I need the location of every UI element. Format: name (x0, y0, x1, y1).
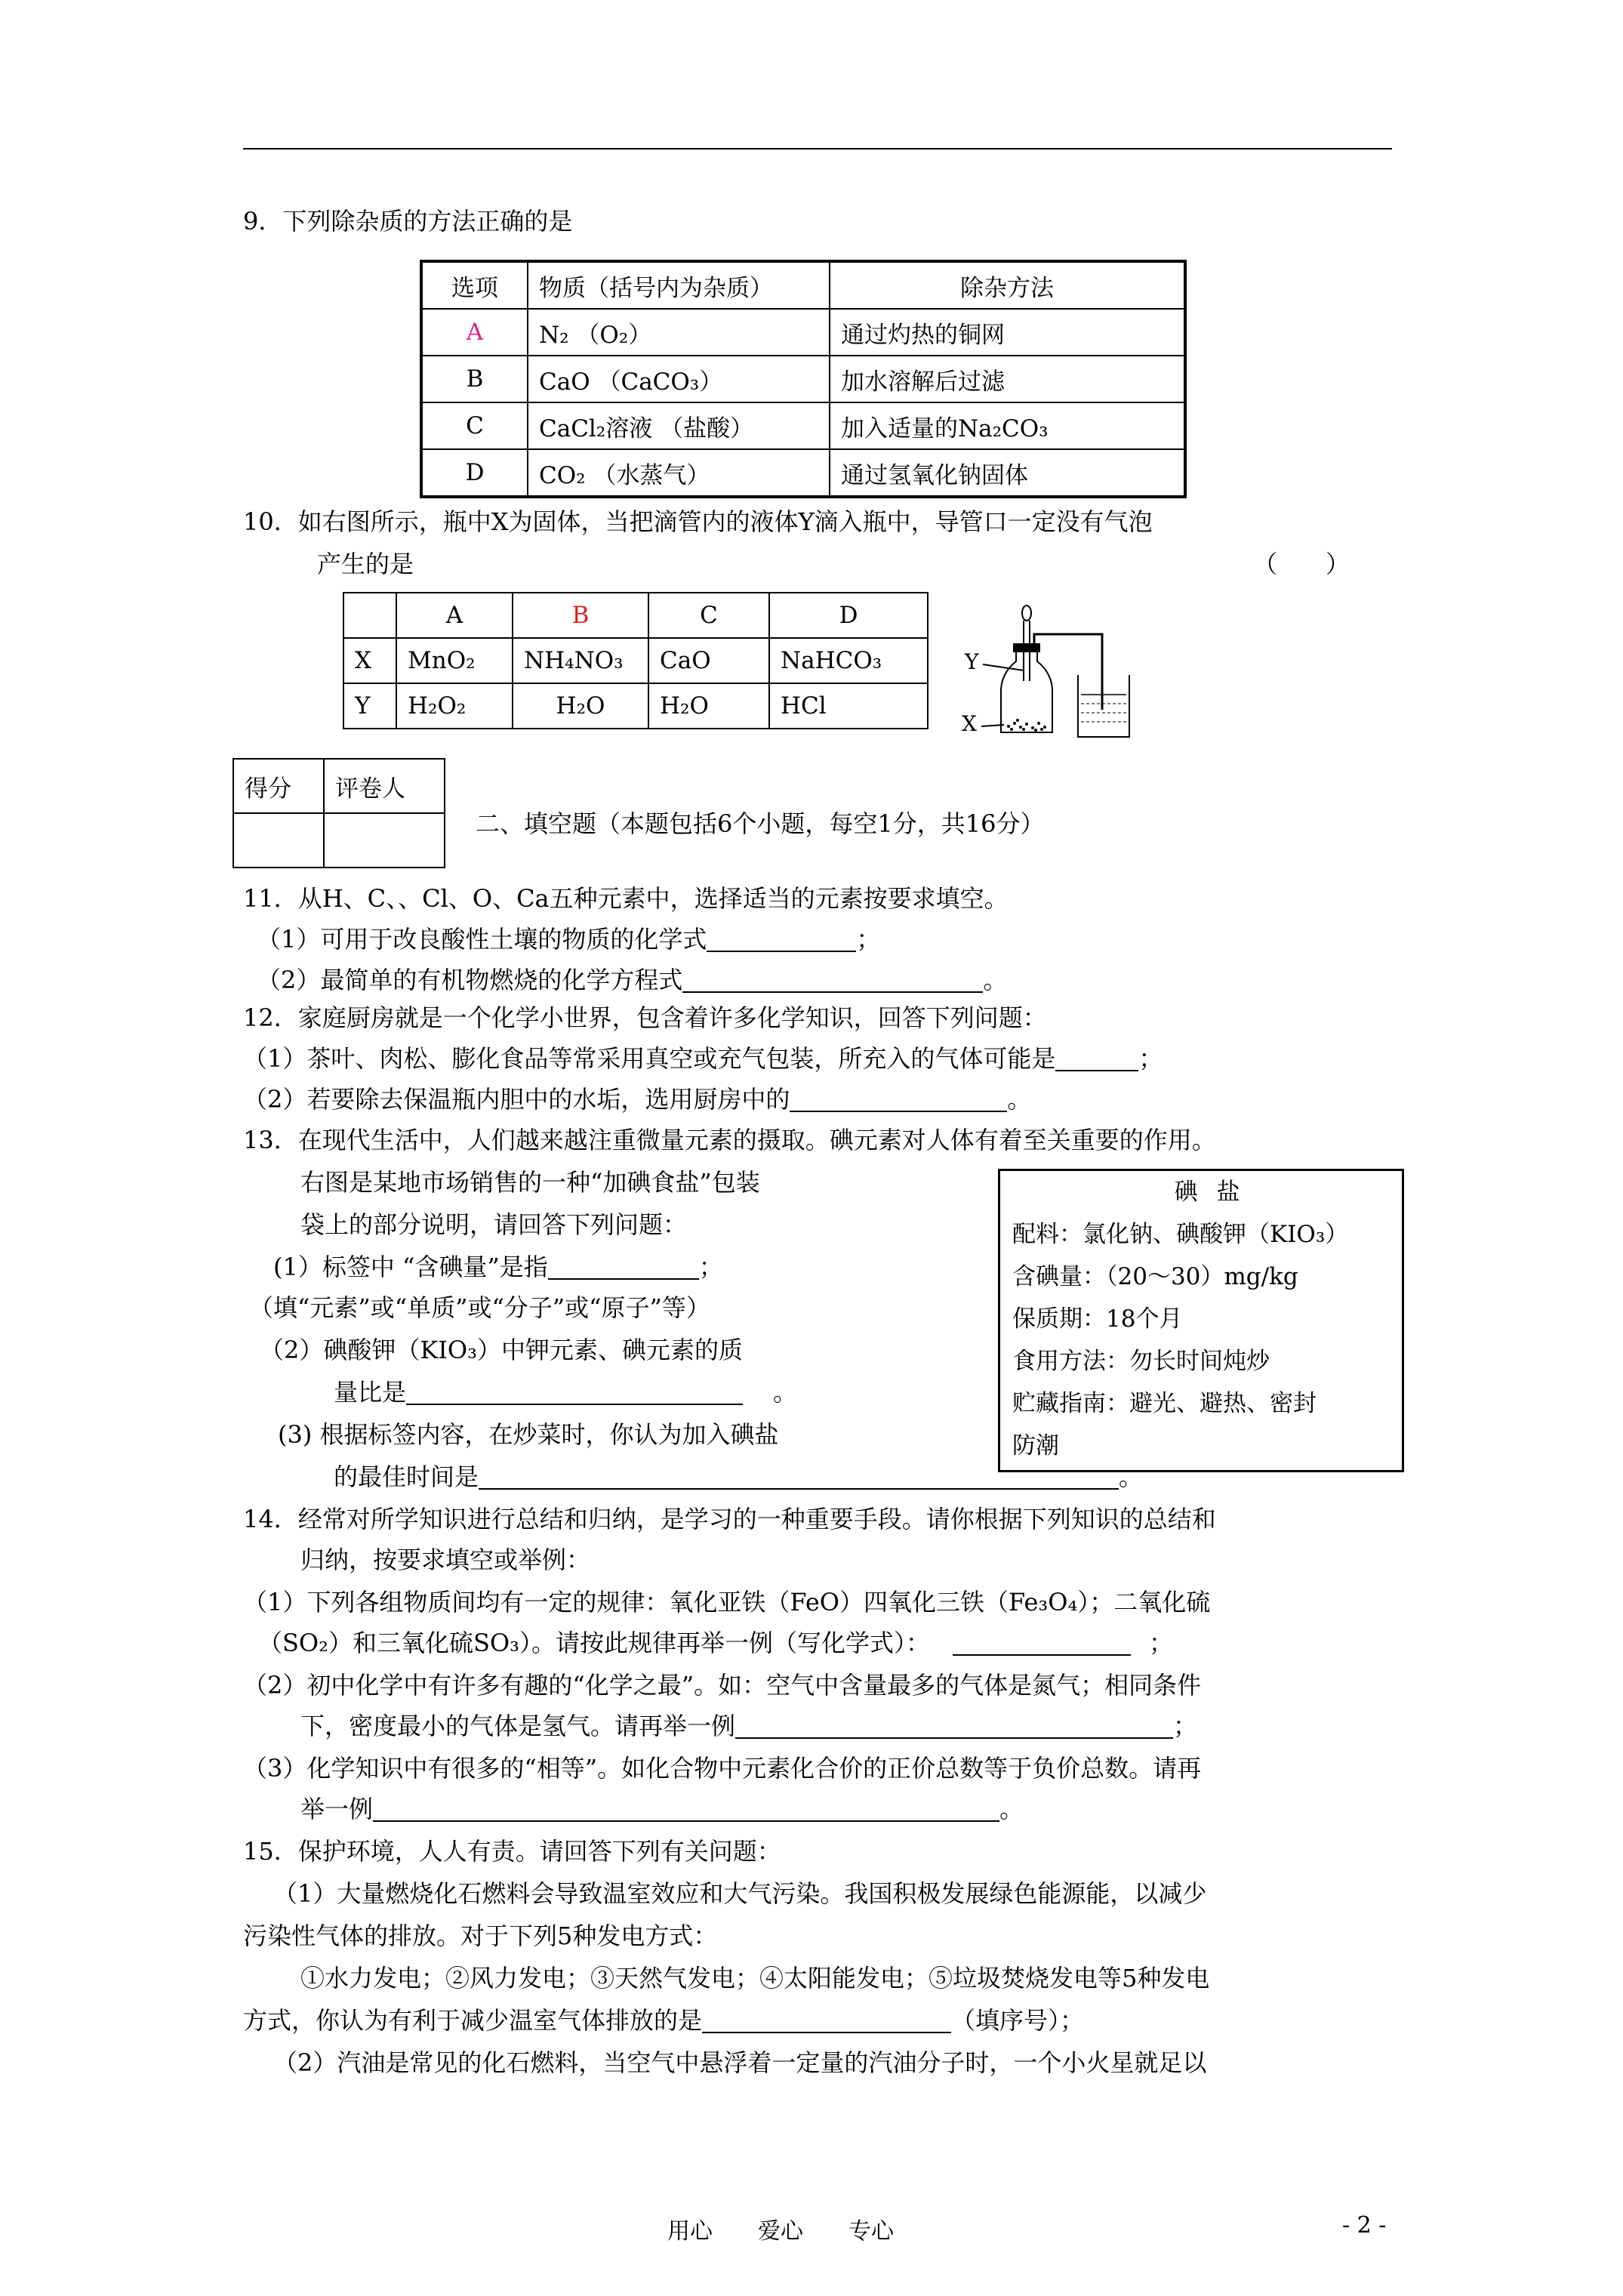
q10-row-label: Y (343, 683, 396, 729)
q13-part3-end: 。 (1119, 1462, 1144, 1491)
q11-part2-end: 。 (983, 966, 1008, 994)
q13-part3-text: 的最佳时间是 (334, 1462, 479, 1491)
section-title: 二、填空题（本题包括6个小题，每空1分，共16分） (476, 809, 1045, 838)
fig-label-x: X (962, 711, 977, 736)
salt-label-ingredients: 配料：氯化钠、碘酸钾（KIO₃） (1012, 1221, 1349, 1248)
q9-opt: D (421, 449, 528, 497)
q10-cell: H₂O₂ (396, 683, 513, 729)
q14-part2-text: 下，密度最小的气体是氢气。请再举一例 (300, 1712, 736, 1740)
q9-sub: N₂ （O₂） (528, 309, 830, 356)
table-row (421, 261, 1185, 309)
q14-part3-text: 举一例 (300, 1795, 374, 1823)
q9-sub: CaCl₂溶液 （盐酸） (528, 402, 830, 449)
apparatus-diagram (951, 596, 1147, 747)
salt-label-storage-cont: 防潮 (1012, 1432, 1059, 1459)
salt-label-iodine: 含碘量：（20～30）mg/kg (1012, 1263, 1298, 1290)
answer-blank[interactable] (790, 1086, 1007, 1112)
q15-part1-text: 方式，你认为有利于减少温室气体排放的是 (243, 2006, 703, 2035)
table-row (421, 356, 1185, 402)
q10-row-label: X (343, 638, 396, 683)
q9-method: 通过灼热的铜网 (830, 309, 1185, 356)
q14-part1-end: ； (1148, 1629, 1173, 1657)
q10-cell: CaO (648, 638, 769, 683)
label-line-y (983, 664, 1024, 670)
answer-blank[interactable] (953, 1630, 1131, 1656)
q14-part3-line2 (300, 1792, 1024, 1826)
answer-blank[interactable] (1055, 1046, 1138, 1071)
q14-part1-line2 (258, 1626, 1173, 1660)
q12-part2-end: 。 (1007, 1085, 1032, 1114)
q15-part1-line1: （1）大量燃烧化石燃料会导致温室效应和大气污染。我国积极发展绿色能源能，以减少 (273, 1879, 1207, 1908)
q14-part2-line2 (300, 1709, 1197, 1743)
q13-part1-text: (1）标签中 “含碘量”是指 (273, 1253, 548, 1281)
answer-blank[interactable] (707, 926, 856, 952)
header-rule (243, 148, 1392, 149)
q13-part2-end: 。 (773, 1378, 798, 1407)
q14-stem-line2: 归纳，按要求填空或举例： (300, 1546, 591, 1574)
salt-label-box (998, 1169, 1404, 1472)
q15-part1-line4 (243, 2004, 1084, 2037)
q10-header-a: A (396, 593, 513, 638)
q9-opt: A (421, 309, 528, 356)
q9-sub: CaO （CaCO₃） (528, 356, 830, 402)
table-row (233, 759, 445, 813)
flask (1001, 643, 1052, 732)
q14-part3-end: 。 (999, 1795, 1024, 1823)
solid-particles (1007, 719, 1046, 732)
q12-part2-text: （2）若要除去保温瓶内胆中的水垢，选用厨房中的 (243, 1085, 790, 1114)
table-row (343, 683, 928, 729)
q10-table (343, 592, 929, 729)
answer-blank[interactable] (548, 1254, 699, 1280)
grader-label: 评卷人 (324, 759, 445, 813)
q10-cell: H₂O (648, 683, 769, 729)
answer-blank[interactable] (682, 967, 983, 993)
q9-header-opt: 选项 (421, 261, 528, 309)
salt-label-usage: 食用方法：勿长时间炖炒 (1012, 1348, 1270, 1375)
answer-blank[interactable] (373, 1796, 999, 1822)
q11-part2 (257, 963, 1007, 997)
q15-stem: 15．保护环境，人人有责。请回答下列有关问题： (243, 1837, 781, 1866)
fig-label-y: Y (965, 649, 979, 674)
q11-part1 (257, 923, 880, 956)
delivery-tube (1034, 634, 1102, 710)
q14-part2-end: ； (1173, 1712, 1198, 1740)
table-row (233, 813, 445, 868)
q13-part2-line2 (334, 1376, 797, 1409)
q15-part1-end: （填序号）； (951, 2006, 1085, 2035)
q13-line1: 右图是某地市场销售的一种“加碘食盐”包装 (300, 1168, 760, 1197)
q14-stem-line1: 14．经常对所学知识进行总结和归纳，是学习的一种重要手段。请你根据下列知识的总结和 (243, 1505, 1216, 1533)
answer-paren: （ ） (1253, 550, 1350, 578)
salt-label-title: 碘盐 (1174, 1179, 1259, 1206)
q13-part1-end: ； (698, 1253, 723, 1281)
q9-sub: CO₂ （水蒸气） (528, 449, 830, 497)
footer-motto: 用心 爱心 专心 (667, 2218, 894, 2245)
q10-stem-line1: 10．如右图所示，瓶中X为固体，当把滴管内的液体Y滴入瓶中，导管口一定没有气泡 (243, 507, 1153, 536)
answer-blank[interactable] (702, 2008, 951, 2033)
q11-stem: 11．从H、C、、Cl、O、Ca五种元素中，选择适当的元素按要求填空。 (243, 884, 1009, 913)
q9-opt: C (421, 402, 528, 449)
q14-part3-line1: （3）化学知识中有很多的“相等”。如化合物中元素化合价的正价总数等于负价总数。请再 (243, 1754, 1202, 1783)
q14-part2-line1: （2）初中化学中有许多有趣的“化学之最”。如：空气中含量最多的气体是氮气；相同条件 (243, 1671, 1202, 1700)
score-box (233, 758, 445, 868)
q10-cell: MnO₂ (396, 638, 513, 683)
q12-part1-end: ； (1138, 1044, 1163, 1073)
q12-part2 (243, 1083, 1031, 1116)
q13-line2: 袋上的部分说明，请回答下列问题： (300, 1210, 688, 1239)
q13-part3-line1: (3) 根据标签内容，在炒菜时，你认为加入碘盐 (278, 1420, 779, 1449)
q9-table (420, 260, 1187, 498)
q9-method: 加水溶解后过滤 (830, 356, 1185, 402)
table-row (421, 449, 1185, 497)
q10-header-blank (343, 593, 396, 638)
q10-cell: H₂O (513, 683, 648, 729)
table-row (343, 638, 928, 683)
q10-cell: HCl (769, 683, 928, 729)
q14-part1-text: （SO₂）和三氧化硫SO₃）。请按此规律再举一例（写化学式）： (258, 1629, 930, 1657)
q9-method: 加入适量的Na₂CO₃ (830, 402, 1185, 449)
grader-blank (324, 813, 445, 868)
q10-stem-line2: 产生的是 (317, 550, 414, 578)
table-row (343, 593, 928, 638)
q9-header-method: 除杂方法 (830, 261, 1185, 309)
salt-label-storage: 贮藏指南：避光、避热、密封 (1012, 1390, 1317, 1417)
q12-part1 (243, 1042, 1163, 1075)
beaker (1078, 675, 1129, 737)
q13-part2-text: 量比是 (334, 1378, 407, 1407)
table-row (421, 309, 1185, 356)
q10-cell: NH₄NO₃ (513, 638, 648, 683)
page-number: - 2 - (1342, 2212, 1387, 2239)
q13-stem: 13．在现代生活中，人们越来越注重微量元素的摄取。碘元素对人体有着至关重要的作用。 (243, 1126, 1216, 1154)
q10-header-d: D (769, 593, 928, 638)
q9-method: 通过氢氧化钠固体 (830, 449, 1185, 497)
q12-stem: 12．家庭厨房就是一个化学小世界，包含着许多化学知识，回答下列问题： (243, 1003, 1047, 1032)
q10-header-c: C (648, 593, 769, 638)
q9-opt: B (421, 356, 528, 402)
q15-part1-line3: ①水力发电；②风力发电；③天然气发电；④太阳能发电；⑤垃圾焚烧发电等5种发电 (300, 1964, 1210, 1992)
q15-part1-line2: 污染性气体的排放。对于下列5种发电方式： (243, 1922, 718, 1950)
q11-part1-end: ； (856, 925, 881, 954)
answer-blank[interactable] (406, 1379, 743, 1405)
score-blank (233, 813, 324, 868)
q13-part1-note: （填“元素”或“单质”或“分子”或“原子”等） (249, 1293, 710, 1322)
q15-part2-line1: （2）汽油是常见的化石燃料，当空气中悬浮着一定量的汽油分子时，一个小火星就足以 (273, 2048, 1207, 2077)
q10-cell: NaHCO₃ (769, 638, 928, 683)
q11-part1-text: （1）可用于改良酸性土壤的物质的化学式 (257, 925, 707, 954)
salt-label-shelf-life: 保质期：18个月 (1012, 1305, 1183, 1333)
answer-blank[interactable] (735, 1713, 1173, 1739)
q9-stem: 9．下列除杂质的方法正确的是 (243, 207, 573, 236)
table-row (421, 402, 1185, 449)
q14-part1-line1: （1）下列各组物质间均有一定的规律：氧化亚铁（FeO）四氧化三铁（Fe₃O₄）；二氧化硫 (243, 1588, 1211, 1616)
q13-part2-line1: （2）碘酸钾（KIO₃）中钾元素、碘元素的质 (260, 1336, 743, 1364)
q11-part2-text: （2）最简单的有机物燃烧的化学方程式 (257, 966, 683, 994)
score-label: 得分 (233, 759, 324, 813)
q13-part1 (273, 1250, 723, 1284)
q10-header-b: B (513, 593, 648, 638)
q12-part1-text: （1）茶叶、肉松、膨化食品等常采用真空或充气包装，所充入的气体可能是 (243, 1044, 1056, 1073)
q9-header-sub: 物质（括号内为杂质） (528, 261, 830, 309)
